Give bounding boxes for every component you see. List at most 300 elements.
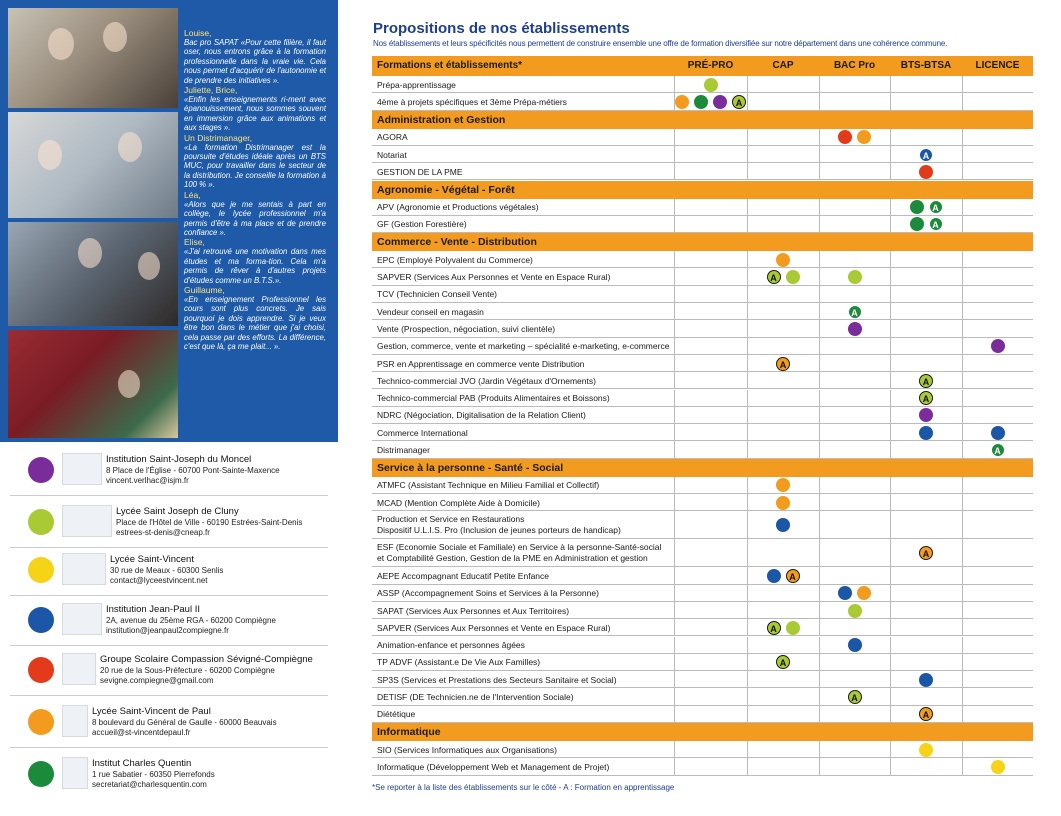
column-divider — [962, 286, 963, 303]
column-header: Formations et établissements* — [377, 60, 523, 71]
table-row — [372, 637, 1033, 654]
column-divider — [890, 619, 891, 636]
school-logo — [62, 705, 88, 737]
column-divider — [962, 539, 963, 567]
column-divider — [747, 163, 748, 180]
column-divider — [747, 671, 748, 688]
column-divider — [890, 688, 891, 705]
column-divider — [819, 76, 820, 93]
column-divider — [819, 637, 820, 654]
row-label: Production et Service en Restaurations — [377, 514, 525, 525]
program-dot — [991, 760, 1005, 774]
program-dot: A — [767, 270, 781, 284]
column-divider — [890, 372, 891, 389]
column-divider — [962, 199, 963, 216]
column-divider — [747, 303, 748, 320]
testimonial-name: Elise, — [184, 237, 205, 248]
table-row — [372, 441, 1033, 458]
table-row — [372, 424, 1033, 441]
school-entry — [28, 752, 338, 796]
column-divider — [747, 268, 748, 285]
divider — [10, 747, 328, 748]
column-divider — [962, 268, 963, 285]
program-dot — [786, 270, 800, 284]
column-divider — [819, 424, 820, 441]
school-name: Lycée Saint-Vincent de Paul — [92, 706, 211, 717]
column-divider — [890, 637, 891, 654]
table-row — [372, 355, 1033, 372]
column-divider — [890, 163, 891, 180]
column-divider — [747, 585, 748, 602]
row-label: Informatique (Développement Web et Management de Projet) — [377, 761, 610, 772]
testimonial-name: Un Distrimanager, — [184, 132, 253, 143]
program-dot — [848, 270, 862, 284]
column-divider — [962, 637, 963, 654]
section-header — [372, 233, 1033, 251]
column-divider — [747, 372, 748, 389]
column-divider — [962, 303, 963, 320]
column-divider — [674, 567, 675, 584]
column-divider — [962, 494, 963, 511]
column-divider — [674, 146, 675, 163]
row-label-2: et Comptabilité Gestion, Gestion de la PME en Administration et gestion — [377, 553, 648, 564]
column-divider — [819, 654, 820, 671]
table-row — [372, 93, 1033, 110]
column-divider — [962, 390, 963, 407]
program-dot — [991, 426, 1005, 440]
column-divider — [819, 741, 820, 758]
column-divider — [890, 199, 891, 216]
testimonials — [184, 28, 326, 440]
column-divider — [674, 163, 675, 180]
column-divider — [890, 567, 891, 584]
column-divider — [890, 477, 891, 494]
column-divider — [962, 567, 963, 584]
table-row — [372, 407, 1033, 424]
school-entry — [28, 700, 338, 744]
row-label: Notariat — [377, 149, 407, 160]
column-divider — [819, 93, 820, 110]
row-label: SAPVER (Services Aux Personnes et Vente en Espace Rural) — [377, 622, 611, 633]
table-row — [372, 654, 1033, 671]
program-dot — [848, 604, 862, 618]
column-divider — [819, 390, 820, 407]
school-name: Lycée Saint-Vincent — [110, 554, 194, 565]
column-divider — [962, 511, 963, 539]
row-label: Diététique — [377, 709, 416, 720]
school-email: secretariat@charlesquentin.com — [92, 780, 207, 789]
testimonial-name: Louise, — [184, 28, 212, 38]
testimonial-text: «En enseignement Professionnel les cours sont plus concrets. Je sais pourquoi je dois apprendre. Si je veux être bon dans le métier que j'ai choisi, cela passe par des efforts. La différence, c'est que là, ça me plait... ». — [184, 294, 326, 351]
school-name: Institution Saint-Joseph du Moncel — [106, 454, 252, 465]
column-divider — [674, 268, 675, 285]
column-header: BAC Pro — [833, 60, 876, 71]
column-divider — [819, 320, 820, 337]
column-divider — [819, 585, 820, 602]
column-divider — [747, 688, 748, 705]
program-dot — [767, 569, 781, 583]
school-name: Institution Jean-Paul II — [106, 604, 200, 615]
program-dot: A — [919, 546, 933, 560]
column-divider — [890, 320, 891, 337]
school-entry — [28, 598, 338, 642]
table-row — [372, 303, 1033, 320]
school-logo — [62, 505, 112, 537]
section-title: Administration et Gestion — [377, 113, 506, 126]
school-email: institution@jeanpaul2compiegne.fr — [106, 626, 229, 635]
program-dot: A — [848, 305, 862, 319]
row-label: Prépa-apprentissage — [377, 79, 456, 90]
section-title: Service à la personne - Santé - Social — [377, 461, 564, 474]
divider — [10, 595, 328, 596]
column-divider — [890, 286, 891, 303]
column-divider — [747, 758, 748, 775]
column-divider — [819, 268, 820, 285]
column-divider — [674, 216, 675, 233]
program-dot: A — [929, 217, 943, 231]
students-photo-1 — [8, 8, 178, 108]
table-row — [372, 585, 1033, 602]
column-divider — [962, 372, 963, 389]
column-divider — [747, 494, 748, 511]
section-header — [372, 459, 1033, 477]
column-divider — [890, 741, 891, 758]
table-row — [372, 390, 1033, 407]
program-dot — [776, 518, 790, 532]
school-email: accueil@st-vincentdepaul.fr — [92, 728, 191, 737]
column-divider — [674, 424, 675, 441]
column-divider — [890, 338, 891, 355]
table-row — [372, 268, 1033, 285]
row-label: SAPVER (Services Aux Personnes et Vente en Espace Rural) — [377, 272, 611, 283]
table-row — [372, 706, 1033, 723]
column-header: CAP — [772, 60, 794, 71]
school-logo — [62, 757, 88, 789]
program-dot — [857, 586, 871, 600]
column-divider — [890, 758, 891, 775]
program-dot: A — [786, 569, 800, 583]
row-label: Distrimanager — [377, 445, 430, 456]
footnote: *Se reporter à la liste des établissements sur le côté - A : Formation en apprentissage — [372, 783, 675, 792]
programs-section — [370, 0, 1035, 816]
row-label: Gestion, commerce, vente et marketing – spécialité e-marketing, e-commerce — [377, 341, 670, 352]
column-divider — [747, 441, 748, 458]
column-divider — [747, 216, 748, 233]
divider — [10, 645, 328, 646]
school-address: 2A, avenue du 25ème RGA - 60200 Compiègne — [106, 616, 276, 625]
school-color-dot — [28, 457, 54, 483]
column-divider — [890, 511, 891, 539]
school-name: Lycée Saint Joseph de Cluny — [116, 506, 239, 517]
column-divider — [962, 129, 963, 146]
testimonial-text: «Alors que je me sentais à part en collège, le lycée professionnel m'a permis d'être à ma place et de prendre confiance ». — [184, 199, 326, 237]
column-divider — [747, 424, 748, 441]
column-divider — [674, 706, 675, 723]
column-divider — [747, 286, 748, 303]
column-divider — [674, 494, 675, 511]
column-divider — [962, 251, 963, 268]
row-label: TCV (Technicien Conseil Vente) — [377, 289, 498, 300]
column-divider — [890, 441, 891, 458]
testimonial-name: Léa, — [184, 189, 201, 200]
school-logo — [62, 603, 102, 635]
page-subtitle: Nos établissements et leurs spécificités nous permettent de construire ensemble une offre de formation diversifiée sur notre département dans une cohérence commune. — [373, 39, 948, 48]
table-row — [372, 567, 1033, 584]
school-name: Institut Charles Quentin — [92, 758, 192, 769]
column-divider — [747, 390, 748, 407]
testimonial-text: Bac pro SAPAT «Pour cette filière, il faut oser, nous entrons grâce à la formation professionnelle dans la vraie vie. Cela nous permet d'acquérir de l'autonomie et de prendre des initiatives ». — [184, 38, 326, 85]
school-address: 30 rue de Meaux - 60300 Senlis — [110, 566, 224, 575]
students-photo-2 — [8, 112, 178, 218]
column-divider — [674, 320, 675, 337]
school-color-dot — [28, 509, 54, 535]
program-dot — [776, 496, 790, 510]
school-email: vincent.verlhac@isjm.fr — [106, 476, 189, 485]
column-divider — [747, 251, 748, 268]
row-label: AEPE Accompagnant Educatif Petite Enfance — [377, 570, 549, 581]
program-dot — [857, 130, 871, 144]
school-entry — [28, 648, 338, 692]
students-photo-4 — [8, 330, 178, 438]
divider — [10, 495, 328, 496]
row-label: Vendeur conseil en magasin — [377, 306, 484, 317]
column-divider — [890, 76, 891, 93]
column-divider — [747, 355, 748, 372]
program-dot: A — [919, 707, 933, 721]
column-divider — [819, 477, 820, 494]
column-divider — [962, 441, 963, 458]
school-color-dot — [28, 607, 54, 633]
school-entry — [28, 500, 338, 544]
column-divider — [747, 129, 748, 146]
program-dot: A — [848, 690, 862, 704]
row-label: AGORA — [377, 132, 408, 143]
section-title: Commerce - Vente - Distribution — [377, 236, 537, 249]
school-logo — [62, 453, 102, 485]
column-divider — [747, 619, 748, 636]
column-divider — [962, 688, 963, 705]
row-label: APV (Agronomie et Productions végétales) — [377, 202, 539, 213]
testimonial-text: «Enfin les enseignements ri-ment avec épanouissement, nous sommes souvent en immersion grâce aux animations et aux stages ». — [184, 95, 326, 133]
program-dot: A — [919, 391, 933, 405]
column-divider — [674, 602, 675, 619]
row-label: PSR en Apprentissage en commerce vente Distribution — [377, 358, 585, 369]
column-divider — [819, 567, 820, 584]
column-divider — [890, 539, 891, 567]
column-divider — [747, 741, 748, 758]
column-divider — [962, 76, 963, 93]
program-dot — [776, 253, 790, 267]
table-row — [372, 494, 1033, 511]
testimonial-text: «La formation Distrimanager est la poursuite d'études idéale après un BTS MUC, pour travailler dans le secteur de la distribution. Je conseille la formation à 100 % ». — [184, 142, 326, 190]
program-dot: A — [767, 621, 781, 635]
table-row — [372, 251, 1033, 268]
column-divider — [747, 407, 748, 424]
program-dot: A — [991, 443, 1005, 457]
column-divider — [890, 671, 891, 688]
column-divider — [819, 251, 820, 268]
column-divider — [962, 477, 963, 494]
table-row — [372, 163, 1033, 180]
school-color-dot — [28, 761, 54, 787]
column-header: PRÉ-PRO — [687, 60, 734, 71]
program-dot: A — [919, 374, 933, 388]
column-header: LICENCE — [975, 60, 1020, 71]
table-row — [372, 688, 1033, 705]
program-dot — [704, 78, 718, 92]
program-dot — [919, 165, 933, 179]
table-row — [372, 372, 1033, 389]
column-divider — [674, 372, 675, 389]
column-divider — [674, 441, 675, 458]
column-divider — [890, 129, 891, 146]
program-dot: A — [776, 655, 790, 669]
program-dot — [848, 322, 862, 336]
column-divider — [747, 146, 748, 163]
school-email: estrees-st-denis@cneap.fr — [116, 528, 210, 537]
column-divider — [819, 407, 820, 424]
column-divider — [747, 76, 748, 93]
school-entry — [28, 448, 338, 492]
program-dot — [848, 638, 862, 652]
section-title: Informatique — [377, 726, 441, 738]
column-divider — [819, 494, 820, 511]
column-divider — [747, 93, 748, 110]
divider — [10, 695, 328, 696]
row-label: ATMFC (Assistant Technique en Milieu Familial et Collectif) — [377, 480, 600, 491]
column-divider — [962, 407, 963, 424]
program-dot — [694, 95, 708, 109]
row-label: Animation-enfance et personnes âgées — [377, 640, 525, 651]
row-label: SAPAT (Services Aux Personnes et Aux Territoires) — [377, 605, 570, 616]
table-row — [372, 758, 1033, 775]
column-divider — [962, 758, 963, 775]
table-row — [372, 671, 1033, 688]
program-dot — [786, 621, 800, 635]
table-row — [372, 146, 1033, 163]
column-divider — [819, 129, 820, 146]
column-divider — [747, 477, 748, 494]
table-row — [372, 286, 1033, 303]
column-divider — [962, 671, 963, 688]
column-divider — [747, 654, 748, 671]
column-divider — [890, 706, 891, 723]
row-label: ESF (Economie Sociale et Familiale) en Service à la personne-Santé-social — [377, 542, 662, 553]
section-title: Agronomie - Végétal - Forêt — [377, 183, 515, 196]
column-divider — [819, 706, 820, 723]
program-dot — [919, 743, 933, 757]
students-photo-3 — [8, 222, 178, 326]
school-logo — [62, 653, 96, 685]
table-header — [372, 56, 1033, 76]
program-dot — [910, 200, 924, 214]
column-divider — [747, 511, 748, 539]
section-header — [372, 111, 1033, 129]
column-divider — [747, 199, 748, 216]
column-divider — [819, 619, 820, 636]
school-email: sevigne.compiegne@gmail.com — [100, 676, 214, 685]
program-dot: A — [776, 357, 790, 371]
program-dot — [919, 408, 933, 422]
row-label-2: Dispositif U.L.I.S. Pro (Inclusion de jeunes porteurs de handicap) — [377, 525, 621, 536]
column-divider — [747, 338, 748, 355]
column-divider — [890, 146, 891, 163]
table-row — [372, 76, 1033, 93]
program-dot — [910, 217, 924, 231]
column-divider — [819, 338, 820, 355]
school-address: Place de l'Hôtel de Ville - 60190 Estrées-Saint-Denis — [116, 518, 303, 527]
school-email: contact@lyceestvincent.net — [110, 576, 208, 585]
column-divider — [962, 355, 963, 372]
row-label: GESTION DE LA PME — [377, 166, 463, 177]
column-divider — [674, 338, 675, 355]
column-divider — [674, 129, 675, 146]
column-divider — [674, 511, 675, 539]
column-divider — [962, 163, 963, 180]
column-divider — [962, 146, 963, 163]
column-divider — [890, 303, 891, 320]
column-divider — [819, 146, 820, 163]
column-divider — [674, 407, 675, 424]
program-dot — [991, 339, 1005, 353]
program-dot: A — [732, 95, 746, 109]
column-divider — [890, 390, 891, 407]
column-divider — [962, 424, 963, 441]
column-divider — [674, 539, 675, 567]
program-dot: A — [919, 148, 933, 162]
program-dot — [838, 130, 852, 144]
column-divider — [819, 688, 820, 705]
table-row — [372, 511, 1033, 539]
column-divider — [674, 477, 675, 494]
row-label: Commerce International — [377, 427, 468, 438]
column-divider — [819, 355, 820, 372]
row-label: Technico-commercial PAB (Produits Alimentaires et Boissons) — [377, 393, 610, 404]
school-address: 20 rue de la Sous-Préfecture - 60200 Compiègne — [100, 666, 275, 675]
column-divider — [819, 286, 820, 303]
school-logo — [62, 553, 106, 585]
column-divider — [890, 654, 891, 671]
row-label: ASSP (Accompagnement Soins et Services à la Personne) — [377, 588, 599, 599]
left-panel — [0, 0, 338, 816]
column-divider — [674, 688, 675, 705]
column-divider — [962, 706, 963, 723]
section-header — [372, 723, 1033, 741]
program-dot — [919, 426, 933, 440]
program-dot: A — [929, 200, 943, 214]
school-color-dot — [28, 709, 54, 735]
school-address: 8 Place de l'Église - 60700 Pont-Sainte-Maxence — [106, 466, 280, 475]
column-divider — [819, 372, 820, 389]
column-divider — [747, 706, 748, 723]
row-label: 4ème à projets spécifiques et 3ème Prépa-métiers — [377, 96, 567, 107]
table-row — [372, 602, 1033, 619]
column-divider — [674, 303, 675, 320]
column-divider — [890, 407, 891, 424]
school-address: 1 rue Sabatier - 60350 Pierrefonds — [92, 770, 215, 779]
program-dot — [919, 673, 933, 687]
column-divider — [674, 355, 675, 372]
column-divider — [890, 268, 891, 285]
table-row — [372, 338, 1033, 355]
column-divider — [674, 251, 675, 268]
column-divider — [890, 251, 891, 268]
column-divider — [890, 494, 891, 511]
column-divider — [819, 511, 820, 539]
table-row — [372, 539, 1033, 567]
section-header — [372, 181, 1033, 199]
row-label: Technico-commercial JVO (Jardin Végétaux d'Ornements) — [377, 375, 596, 386]
